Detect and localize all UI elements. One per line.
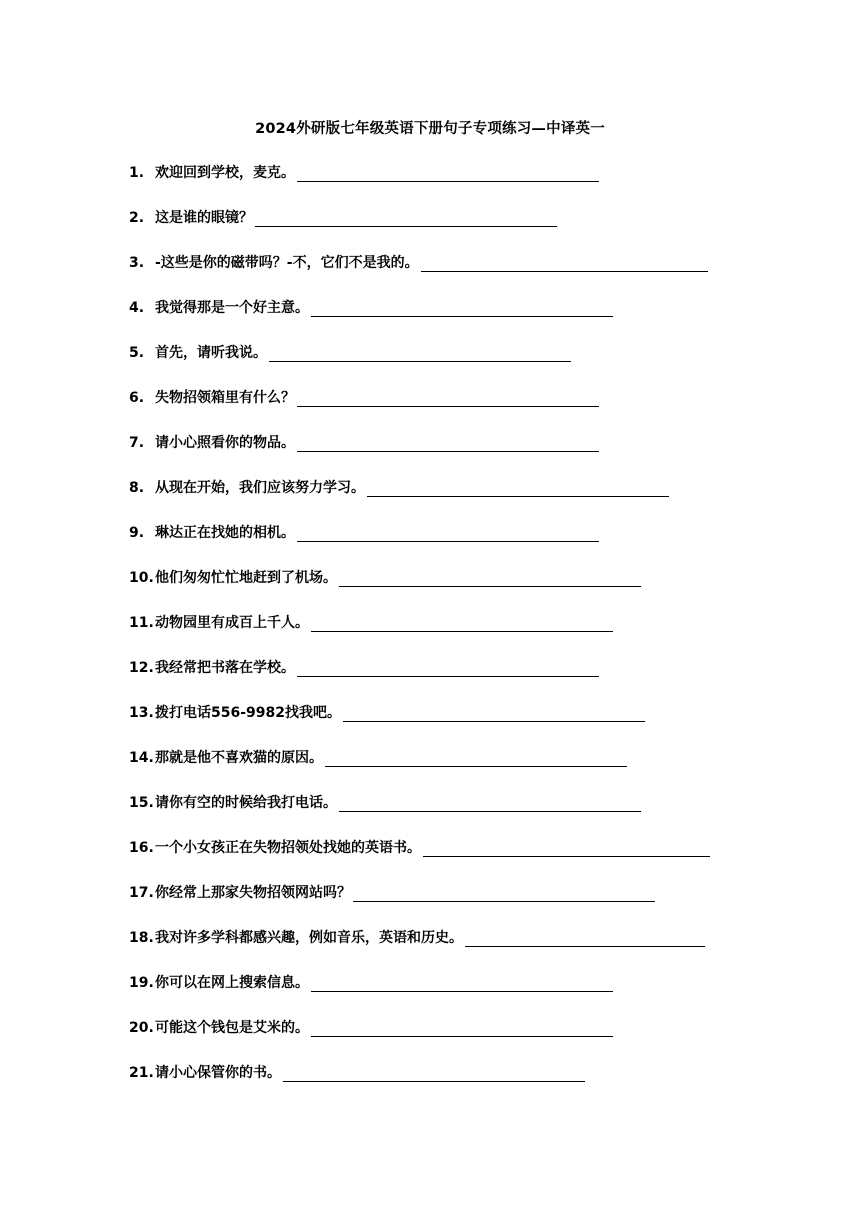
list-item [129, 929, 739, 974]
item-number: 9. [129, 525, 145, 541]
list-item [129, 209, 739, 254]
list-item [129, 794, 739, 839]
list-item [129, 434, 739, 479]
item-number: 15. [129, 795, 154, 811]
item-text: 请你有空的时候给我打电话。 [155, 795, 337, 811]
item-number: 14. [129, 750, 154, 766]
item-text: 你经常上那家失物招领网站吗？ [155, 885, 351, 901]
list-item [129, 1064, 739, 1109]
answer-blank[interactable] [311, 1019, 613, 1037]
answer-blank[interactable] [297, 164, 599, 182]
list-item [129, 524, 739, 569]
answer-blank[interactable] [297, 434, 599, 452]
item-text: 请小心保管你的书。 [155, 1065, 281, 1081]
item-text: 首先，请听我说。 [155, 345, 267, 361]
item-number: 11. [129, 615, 154, 631]
answer-blank[interactable] [465, 929, 705, 947]
item-text: 请小心照看你的物品。 [155, 435, 295, 451]
answer-blank[interactable] [421, 254, 708, 272]
answer-blank[interactable] [367, 479, 669, 497]
list-item [129, 884, 739, 929]
answer-blank[interactable] [255, 209, 557, 227]
list-item [129, 614, 739, 659]
item-text: 琳达正在找她的相机。 [155, 525, 295, 541]
item-text: 拨打电话556-9982找我吧。 [155, 705, 341, 721]
item-number: 12. [129, 660, 154, 676]
item-number: 6. [129, 390, 145, 406]
exercise-list [129, 164, 739, 1109]
item-text: 他们匆匆忙忙地赶到了机场。 [155, 570, 337, 586]
item-number: 13. [129, 705, 154, 721]
list-item [129, 749, 739, 794]
item-text: 那就是他不喜欢猫的原因。 [155, 750, 323, 766]
answer-blank[interactable] [269, 344, 571, 362]
item-text: 这是谁的眼镜？ [155, 210, 253, 226]
item-number: 4. [129, 300, 145, 316]
answer-blank[interactable] [311, 974, 613, 992]
item-number: 17. [129, 885, 154, 901]
item-number: 20. [129, 1020, 154, 1036]
answer-blank[interactable] [423, 839, 710, 857]
page-title: 2024外研版七年级英语下册句子专项练习—中译英一 [255, 121, 605, 137]
list-item [129, 479, 739, 524]
item-text: 从现在开始，我们应该努力学习。 [155, 480, 365, 496]
item-text: 失物招领箱里有什么？ [155, 390, 295, 406]
answer-blank[interactable] [297, 524, 599, 542]
list-item [129, 659, 739, 704]
answer-blank[interactable] [311, 299, 613, 317]
answer-blank[interactable] [339, 569, 641, 587]
item-number: 8. [129, 480, 145, 496]
item-number: 2. [129, 210, 145, 226]
list-item [129, 389, 739, 434]
list-item [129, 344, 739, 389]
answer-blank[interactable] [311, 614, 613, 632]
answer-blank[interactable] [343, 704, 645, 722]
answer-blank[interactable] [339, 794, 641, 812]
list-item [129, 254, 739, 299]
answer-blank[interactable] [297, 659, 599, 677]
list-item [129, 839, 739, 884]
item-text: 我经常把书落在学校。 [155, 660, 295, 676]
item-number: 1. [129, 165, 145, 181]
item-number: 10. [129, 570, 154, 586]
item-text: -这些是你的磁带吗？-不，它们不是我的。 [155, 255, 419, 271]
item-text: 可能这个钱包是艾米的。 [155, 1020, 309, 1036]
answer-blank[interactable] [353, 884, 655, 902]
list-item [129, 569, 739, 614]
answer-blank[interactable] [283, 1064, 585, 1082]
item-number: 19. [129, 975, 154, 991]
item-number: 18. [129, 930, 154, 946]
list-item [129, 164, 739, 209]
item-number: 21. [129, 1065, 154, 1081]
item-text: 一个小女孩正在失物招领处找她的英语书。 [155, 840, 421, 856]
list-item [129, 299, 739, 344]
item-text: 你可以在网上搜索信息。 [155, 975, 309, 991]
item-text: 我对许多学科都感兴趣，例如音乐，英语和历史。 [155, 930, 463, 946]
answer-blank[interactable] [325, 749, 627, 767]
item-text: 欢迎回到学校，麦克。 [155, 165, 295, 181]
item-text: 动物园里有成百上千人。 [155, 615, 309, 631]
list-item [129, 704, 739, 749]
item-number: 7. [129, 435, 145, 451]
list-item [129, 974, 739, 1019]
item-number: 3. [129, 255, 145, 271]
item-text: 我觉得那是一个好主意。 [155, 300, 309, 316]
item-number: 5. [129, 345, 145, 361]
answer-blank[interactable] [297, 389, 599, 407]
list-item [129, 1019, 739, 1064]
item-number: 16. [129, 840, 154, 856]
